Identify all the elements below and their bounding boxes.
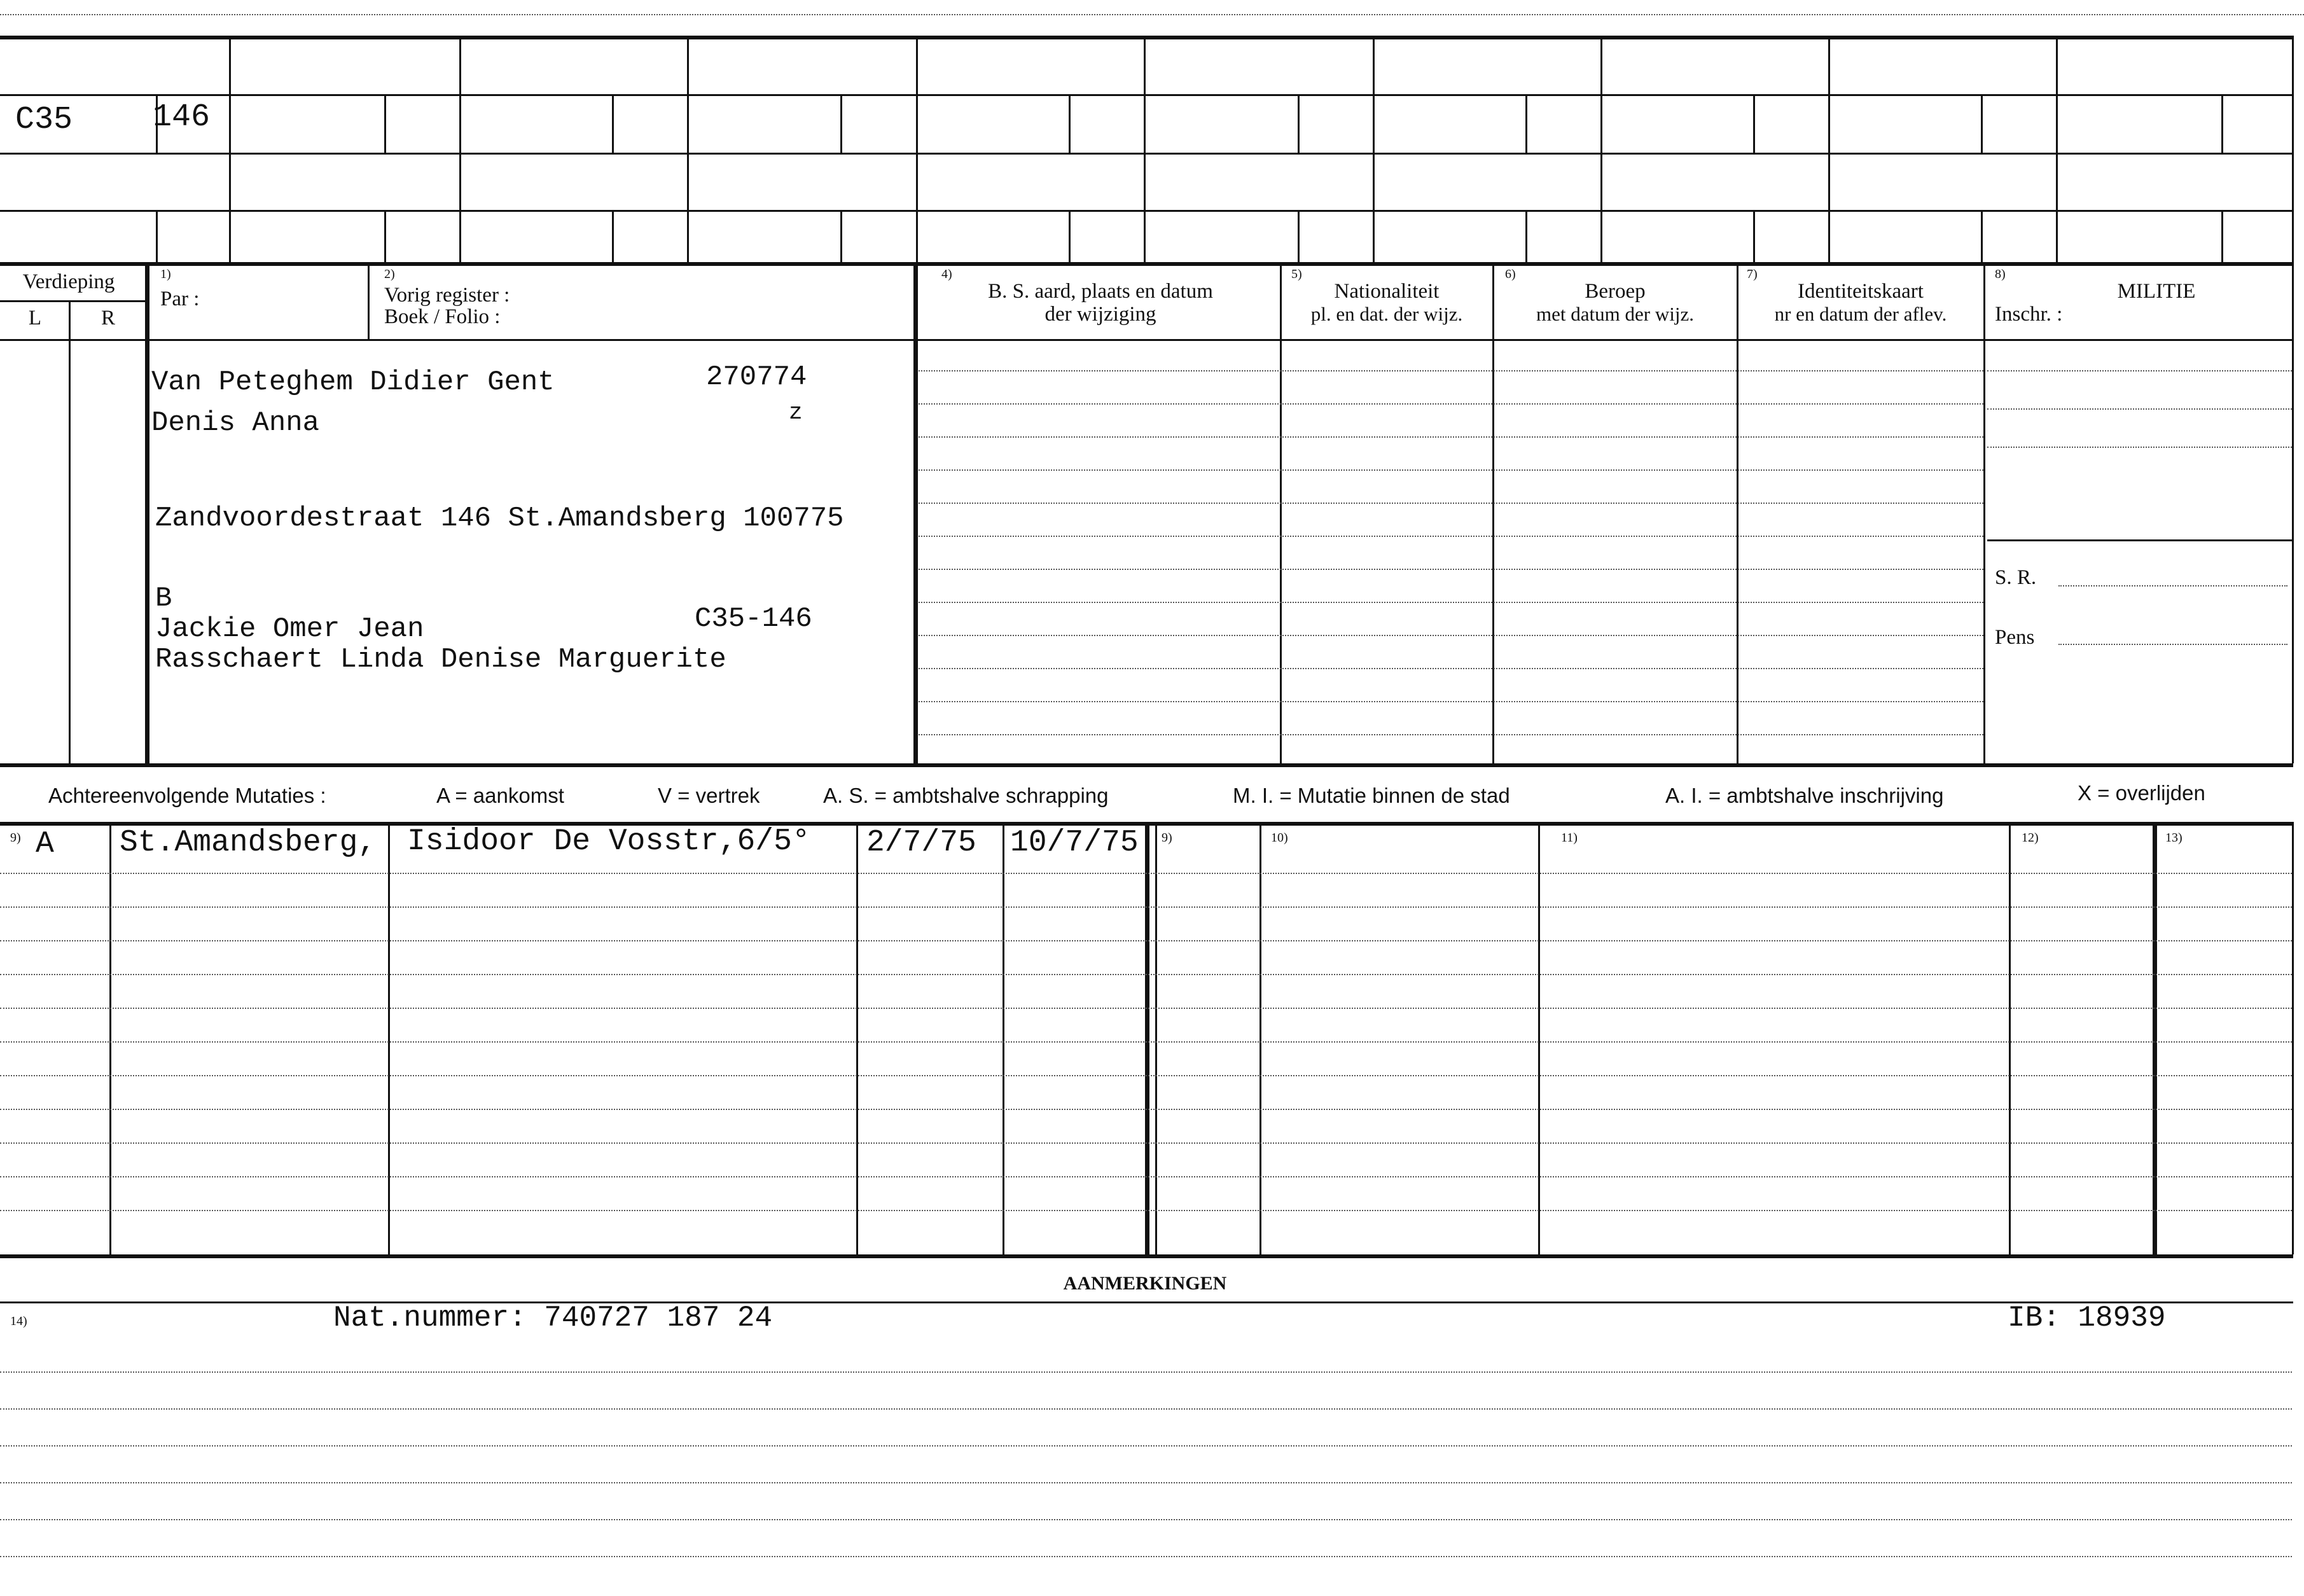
grid-tick <box>1298 94 1300 153</box>
remarks-title: AANMERKINGEN <box>1063 1273 1227 1294</box>
form-dotted-line <box>919 701 1983 702</box>
form-dotted-line <box>919 602 1983 603</box>
ib-number: IB: 18939 <box>2008 1301 2166 1335</box>
grid-col <box>1600 36 1602 262</box>
form-dotted-line <box>919 734 1983 735</box>
mutation-dotted-line <box>0 974 2292 975</box>
beroep-line1: Beroep <box>1585 280 1646 303</box>
form-dotted-line <box>919 503 1983 504</box>
r-label: R <box>101 307 115 330</box>
address-line: Zandvoordestraat 146 St.Amandsberg 100775 <box>155 503 844 534</box>
pens-field-line <box>2058 644 2287 645</box>
grid-rule <box>0 94 2293 96</box>
form-dotted-line <box>919 668 1983 669</box>
militie-dotted-line <box>1987 408 2292 410</box>
mutation-dotted-line <box>0 1142 2292 1144</box>
identiteitskaart-line1: Identiteitskaart <box>1798 280 1924 303</box>
header-col <box>1737 262 1738 763</box>
nationaliteit-line2: pl. en dat. der wijz. <box>1310 303 1463 325</box>
note-9b: 9) <box>1162 831 1172 845</box>
form-dotted-line <box>919 370 1983 371</box>
nationaliteit-line1: Nationaliteit <box>1334 280 1440 303</box>
beroep-line2: met datum der wijz. <box>1536 303 1694 325</box>
grid-tick <box>1525 94 1527 153</box>
form-dotted-line <box>919 635 1983 636</box>
legend-aankomst: A = aankomst <box>436 784 564 807</box>
grid-tick <box>2221 94 2223 153</box>
legend-ambtshalve-inschrijving: A. I. = ambtshalve inschrijving <box>1665 784 1944 807</box>
mutation-col <box>109 822 111 1254</box>
grid-tick <box>1753 210 1755 262</box>
note-10: 10) <box>1271 831 1288 845</box>
grid-tick <box>1069 94 1071 153</box>
person-date-code: 270774 <box>706 361 807 393</box>
note-4: 4) <box>941 267 952 281</box>
note-6: 6) <box>1505 267 1516 281</box>
grid-col <box>2056 36 2058 262</box>
grid-col <box>2292 36 2294 262</box>
bs-header-line2: der wijziging <box>1044 303 1156 326</box>
verdieping-rule <box>0 300 146 302</box>
note-7: 7) <box>1747 267 1758 281</box>
person-name-line: Van Peteghem Didier Gent <box>151 366 555 398</box>
b-label: B <box>155 583 172 614</box>
note-11: 11) <box>1561 831 1578 845</box>
form-dotted-line <box>919 469 1983 471</box>
bs-header-line1: B. S. aard, plaats en datum <box>988 280 1213 303</box>
legend-title: Achtereenvolgende Mutaties : <box>48 784 326 807</box>
grid-tick <box>2221 210 2223 262</box>
form-dotted-line <box>919 536 1983 537</box>
form-dotted-line <box>919 403 1983 405</box>
left-panel-border <box>145 262 149 763</box>
note-9a: 9) <box>10 831 21 845</box>
person-bottom-rule <box>0 763 2293 767</box>
grid-rule <box>0 210 2293 212</box>
header-bottom-rule <box>0 339 2293 341</box>
vorig-register-label: Vorig register : <box>384 284 510 307</box>
header-col <box>368 262 370 339</box>
militie-solid-rule <box>1987 539 2292 541</box>
inschr-label: Inschr. : <box>1995 303 2063 326</box>
legend-mutatie-binnen-stad: M. I. = Mutatie binnen de stad <box>1233 784 1510 807</box>
mutation-code: A <box>36 827 54 861</box>
mutation-bottom-rule <box>0 1254 2293 1258</box>
child-name-line: Jackie Omer Jean <box>155 613 424 645</box>
grid-tick <box>384 210 386 262</box>
grid-col <box>1373 36 1375 262</box>
legend-overlijden: X = overlijden <box>2078 781 2205 805</box>
mutation-dotted-line <box>0 1176 2292 1177</box>
militie-dotted-line <box>1987 370 2292 371</box>
grid-tick <box>1298 210 1300 262</box>
mutation-dotted-line <box>0 1210 2292 1211</box>
mutation-street: Isidoor De Vosstr,6/5° <box>407 824 810 859</box>
mutation-date-2: 10/7/75 <box>1010 826 1139 860</box>
child-reference: C35-146 <box>695 603 812 635</box>
verdieping-col-line <box>69 339 71 763</box>
mutation-col <box>388 822 390 1254</box>
remarks-dotted-line <box>0 1482 2292 1483</box>
mutation-dotted-line <box>0 1109 2292 1110</box>
spouse-name-line: Denis Anna <box>151 407 320 439</box>
note-1: 1) <box>160 267 171 281</box>
legend-ambtshalve-schrapping: A. S. = ambtshalve schrapping <box>823 784 1109 807</box>
militie-dotted-line <box>1987 447 2292 448</box>
verdieping-split <box>69 300 71 339</box>
spouse-code: z <box>789 399 803 426</box>
identiteitskaart-line2: nr en datum der aflev. <box>1774 303 1947 325</box>
grid-tick <box>1525 210 1527 262</box>
grid-tick <box>1981 94 1983 153</box>
mutation-dotted-line <box>0 873 2292 874</box>
house-code: C35 <box>15 102 73 138</box>
grid-col <box>1828 36 1830 262</box>
header-col <box>1983 262 1985 763</box>
grid-col <box>916 36 918 262</box>
mutation-col <box>1155 822 1157 1254</box>
grid-tick <box>1753 94 1755 153</box>
house-number: 146 <box>153 99 211 135</box>
grid-tick <box>1981 210 1983 262</box>
sr-label: S. R. <box>1995 566 2037 589</box>
grid-tick <box>612 210 614 262</box>
grid-col <box>459 36 461 262</box>
militie-label: MILITIE <box>2117 280 2196 303</box>
header-col <box>1280 262 1282 763</box>
mutation-col <box>856 822 858 1254</box>
note-14: 14) <box>10 1314 27 1328</box>
mutation-date-1: 2/7/75 <box>866 826 976 860</box>
pens-label: Pens <box>1995 626 2035 649</box>
mutation-dotted-line <box>0 1041 2292 1043</box>
note-5: 5) <box>1291 267 1302 281</box>
remarks-dotted-line <box>0 1371 2292 1373</box>
sr-field-line <box>2058 585 2287 586</box>
grid-tick <box>156 210 158 262</box>
note-2: 2) <box>384 267 395 281</box>
mutation-dotted-line <box>0 940 2292 941</box>
remarks-dotted-line <box>0 1519 2292 1520</box>
grid-col <box>1144 36 1146 262</box>
grid-tick <box>1069 210 1071 262</box>
mutation-place: St.Amandsberg, <box>120 826 377 860</box>
mutation-col <box>2153 822 2157 1254</box>
mutation-dotted-line <box>0 906 2292 908</box>
top-dashed-edge <box>0 14 2304 15</box>
note-8: 8) <box>1995 267 2006 281</box>
legend-vertrek: V = vertrek <box>658 784 760 807</box>
mutation-col <box>1260 822 1261 1254</box>
remarks-dotted-line <box>0 1556 2292 1557</box>
grid-col <box>229 36 231 262</box>
header-col <box>2292 262 2294 763</box>
boek-folio-label: Boek / Folio : <box>384 305 501 328</box>
form-dotted-line <box>919 569 1983 570</box>
mutation-dotted-line <box>0 1075 2292 1076</box>
grid-tick <box>612 94 614 153</box>
grid-tick <box>840 210 842 262</box>
l-label: L <box>28 307 42 330</box>
mutation-col <box>2292 822 2294 1254</box>
mutation-col <box>1003 822 1004 1254</box>
mutation-dotted-line <box>0 1008 2292 1009</box>
remarks-dotted-line <box>0 1408 2292 1410</box>
remarks-dotted-line <box>0 1445 2292 1447</box>
note-12: 12) <box>2022 831 2039 845</box>
mutation-col <box>1145 822 1149 1254</box>
partner-name-line: Rasschaert Linda Denise Marguerite <box>155 644 726 676</box>
grid-tick <box>840 94 842 153</box>
mutation-col <box>1538 822 1540 1254</box>
grid-rule <box>0 153 2293 155</box>
nat-nummer: Nat.nummer: 740727 187 24 <box>333 1301 773 1335</box>
grid-tick <box>384 94 386 153</box>
note-13: 13) <box>2165 831 2183 845</box>
grid-col <box>687 36 689 262</box>
top-rule <box>0 36 2293 39</box>
header-col <box>1492 262 1494 763</box>
header-col <box>913 262 918 763</box>
par-label: Par : <box>160 288 200 310</box>
form-dotted-line <box>919 436 1983 438</box>
verdieping-label: Verdieping <box>22 270 115 293</box>
grid-rule-thick <box>0 262 2293 266</box>
mutation-col <box>2009 822 2011 1254</box>
